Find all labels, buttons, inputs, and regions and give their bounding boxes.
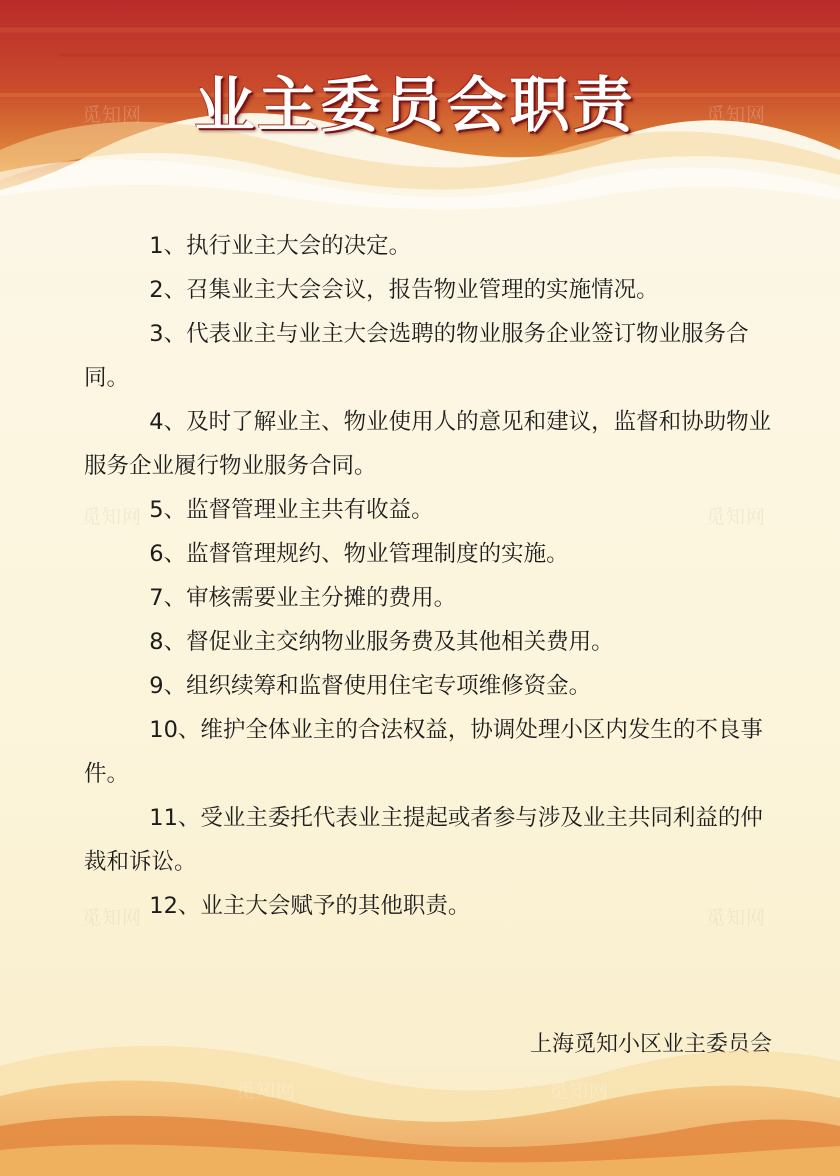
duty-item: 4、及时了解业主、物业使用人的意见和建议，监督和协助物业服务企业履行物业服务合同。: [84, 409, 772, 479]
duty-item: 9、组织续筹和监督使用住宅专项维修资金。: [149, 673, 592, 699]
duty-item: 10、维护全体业主的合法权益，协调处理小区内发生的不良事件。: [84, 717, 763, 787]
watermark-text: 觅知网: [82, 506, 143, 528]
watermark-text: 觅知网: [706, 907, 767, 929]
duty-item: 7、审核需要业主分摊的费用。: [149, 585, 457, 611]
footer-wave-background: [0, 1026, 840, 1176]
watermark-text: 觅知网: [82, 104, 143, 126]
watermark-text: 觅知网: [82, 907, 143, 929]
duty-item: 5、监督管理业主共有收益。: [149, 497, 434, 523]
watermark-text: 觅知网: [706, 104, 767, 126]
duty-item: 2、召集业主大会会议，报告物业管理的实施情况。: [149, 277, 659, 303]
duty-item: 11、受业主委托代表业主提起或者参与涉及业主共同利益的仲裁和诉讼。: [84, 805, 763, 875]
organization-signature: 上海觅知小区业主委员会: [529, 1032, 772, 1057]
duty-item: 8、督促业主交纳物业服务费及其他相关费用。: [149, 629, 614, 655]
watermark-text: 觅知网: [236, 1080, 297, 1102]
duty-item: 1、执行业主大会的决定。: [149, 233, 412, 259]
duty-item: 12、业主大会赋予的其他职责。: [149, 893, 471, 919]
duties-list: [84, 224, 774, 928]
duty-item: 3、代表业主与业主大会选聘的物业服务企业签订物业服务合同。: [84, 321, 749, 391]
poster-title: 业主委员会职责: [194, 71, 636, 141]
watermark-text: 觅知网: [549, 1080, 610, 1102]
watermark-text: 觅知网: [706, 506, 767, 528]
duty-item: 6、监督管理规约、物业管理制度的实施。: [149, 541, 569, 567]
